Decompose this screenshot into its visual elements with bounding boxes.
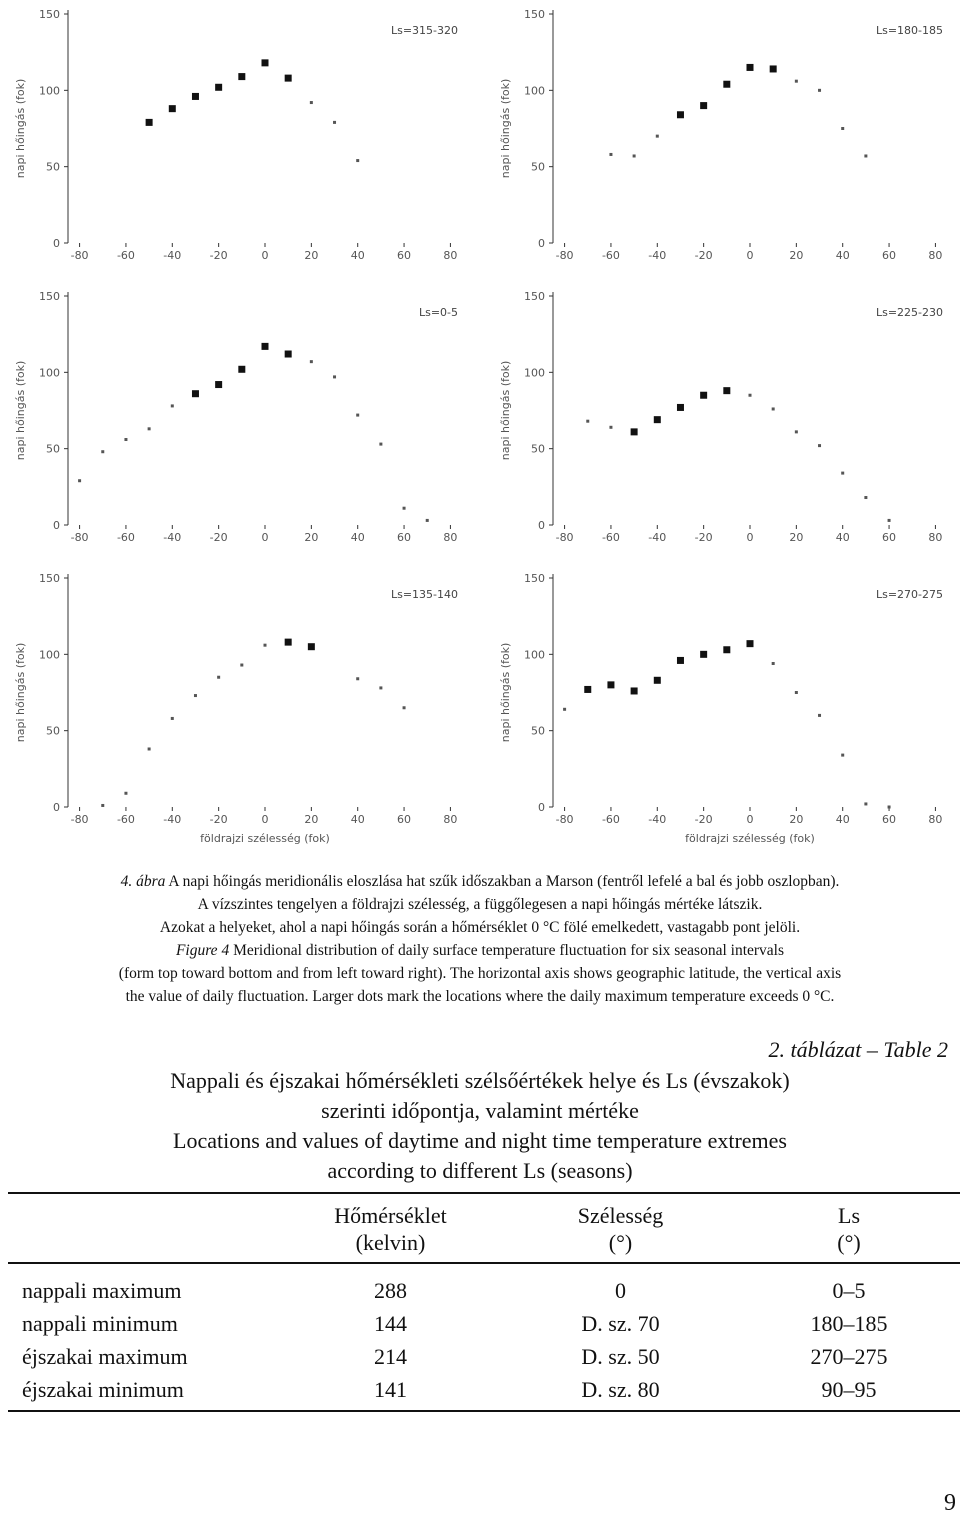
x-tick-label: 80 [443,813,458,826]
data-point-large [770,65,777,72]
header-ls-line2: (°) [837,1230,861,1255]
caption-hu-line3: Azokat a helyeket, ahol a napi hőingás során a hőmérséklet 0 °C fölé emelkedett, vastagabb pont jelöli. [159,919,801,936]
y-tick-label: 100 [524,366,545,380]
x-tick-label: -20 [694,531,713,544]
x-tick-label: -80 [70,249,89,262]
table-title [0,1066,960,1186]
y-axis-label: napi hőingás (fok) [14,360,27,461]
x-tick-label: 0 [261,813,269,826]
data-point-large [654,677,661,684]
scatter-svg [0,564,470,846]
y-tick-label: 100 [39,84,60,98]
data-point-small [864,154,867,157]
data-point-large [262,59,269,66]
y-tick-label: 100 [524,648,545,662]
x-tick-label: 20 [304,813,319,826]
data-point-large [215,381,222,388]
data-point-large [285,351,292,358]
x-tick-label: -60 [116,531,135,544]
data-point-large [677,111,684,118]
caption-en-label: Figure 4 [175,942,230,959]
data-point-large [677,404,684,411]
x-tick-label: 40 [350,249,365,262]
data-point-small [888,519,891,522]
scatter-plot-ls-180-185 [485,0,955,282]
x-tick-label: 40 [835,531,850,544]
table-title-en-1: Locations and values of daytime and night time temperature extremes [173,1128,787,1153]
y-tick-label: 150 [39,290,60,303]
y-tick-label: 50 [531,160,545,174]
data-point-small [379,443,382,446]
scatter-plot-ls-315-320 [0,0,470,282]
y-tick-label: 50 [46,442,60,456]
cell-latitude: D. sz. 50 [581,1344,660,1369]
x-tick-label: -60 [601,249,620,262]
data-point-small [356,414,359,417]
cell-latitude: 0 [615,1278,626,1303]
scatter-svg [0,0,470,282]
x-tick-label: -20 [694,249,713,262]
scatter-plot-ls-270-275 [485,564,955,846]
x-tick-label: 80 [443,249,458,262]
x-tick-label: 0 [261,249,269,262]
data-point-small [841,754,844,757]
data-point-small [78,479,81,482]
x-tick-label: 80 [928,813,943,826]
y-tick-label: 50 [531,442,545,456]
data-point-small [148,747,151,750]
x-tick-label: 40 [835,249,850,262]
y-tick-label: 150 [524,8,545,21]
page-number: 9 [944,1490,956,1516]
table-header-row [8,1193,960,1263]
data-point-small [795,691,798,694]
table-header-latitude [503,1193,738,1263]
data-point-large [238,366,245,373]
x-axis-label: földrajzi szélesség (fok) [200,832,330,845]
y-tick-label: 100 [524,84,545,98]
x-tick-label: 0 [746,249,754,262]
x-tick-label: 20 [789,813,804,826]
header-temperature-line1: Hőmérséklet [334,1203,447,1228]
y-tick-label: 50 [46,160,60,174]
x-tick-label: -40 [163,813,182,826]
cell-latitude: D. sz. 70 [581,1311,660,1336]
table-number: 2. táblázat – Table 2 [768,1037,948,1062]
table-header-ls [738,1193,960,1263]
x-axis-label: földrajzi szélesség (fok) [685,832,815,845]
data-point-large [308,643,315,650]
cell-temperature: 141 [278,1373,503,1411]
table-title-hu-2: szerinti időpontja, valamint mértéke [321,1098,639,1123]
y-tick-label: 150 [39,572,60,585]
data-point-large [700,102,707,109]
data-point-large [192,93,199,100]
scatter-svg [0,282,470,564]
data-point-small [264,644,267,647]
caption-en-line1: Meridional distribution of daily surface temperature fluctuation for six seasonal intervals [229,942,785,959]
y-tick-label: 0 [53,237,60,250]
ls-interval-label: Ls=315-320 [390,24,458,37]
data-point-large [723,387,730,394]
caption-en-line2: (form top toward bottom and from left toward right). The horizontal axis shows geographic latitude, the vertical axis [118,965,842,982]
data-point-large [285,75,292,82]
data-point-small [772,407,775,410]
data-point-large [584,686,591,693]
caption-hu-line1: A napi hőingás meridionális eloszlása hat szűk időszakban a Marson (fentről lefelé a bal és jobb oszlopban). [165,873,840,890]
table-row [8,1263,960,1307]
scatter-plot-ls-225-230 [485,282,955,564]
ls-interval-label: Ls=135-140 [390,588,458,601]
data-point-large [747,64,754,71]
data-point-small [633,154,636,157]
data-point-large [238,73,245,80]
y-tick-label: 50 [46,724,60,738]
data-point-small [333,375,336,378]
data-point-large [747,640,754,647]
data-point-small [818,714,821,717]
data-point-small [749,394,752,397]
y-tick-label: 0 [538,801,545,814]
x-tick-label: 60 [882,249,897,262]
x-tick-label: 20 [789,249,804,262]
y-axis-label: napi hőingás (fok) [499,360,512,461]
table-row [8,1340,960,1373]
y-tick-label: 0 [538,519,545,532]
y-tick-label: 150 [524,290,545,303]
y-tick-label: 0 [53,801,60,814]
data-point-small [310,360,313,363]
data-point-small [148,427,151,430]
data-point-small [101,804,104,807]
data-point-large [723,646,730,653]
x-tick-label: -60 [601,813,620,826]
x-tick-label: -20 [694,813,713,826]
x-tick-label: 20 [304,531,319,544]
y-tick-label: 50 [531,724,545,738]
x-tick-label: -80 [555,531,574,544]
cell-temperature: 144 [374,1311,407,1336]
data-point-small [818,444,821,447]
header-latitude-line2: (°) [608,1230,633,1255]
y-tick-label: 100 [39,366,60,380]
ls-interval-label: Ls=270-275 [875,588,943,601]
data-point-small [586,420,589,423]
x-tick-label: 0 [746,813,754,826]
x-tick-label: -60 [601,531,620,544]
data-point-small [356,677,359,680]
table-title-en-2: according to different Ls (seasons) [327,1158,633,1183]
data-point-small [171,404,174,407]
data-point-small [841,127,844,130]
data-point-small [888,806,891,809]
data-point-small [795,80,798,83]
figure-caption [20,870,940,1008]
x-tick-label: -40 [163,531,182,544]
x-tick-label: 60 [397,531,412,544]
data-point-small [864,496,867,499]
data-point-small [426,519,429,522]
data-point-small [101,450,104,453]
x-tick-label: 40 [350,531,365,544]
data-point-small [563,708,566,711]
scatter-plot-ls-0-5 [0,282,470,564]
scatter-svg [485,282,955,564]
temperature-extremes-table [8,1192,960,1412]
data-point-large [285,639,292,646]
scatter-plot-ls-135-140 [0,564,470,846]
data-point-small [864,802,867,805]
x-tick-label: -80 [555,813,574,826]
data-point-small [194,694,197,697]
y-axis-label: napi hőingás (fok) [14,78,27,179]
data-point-large [631,687,638,694]
data-point-small [171,717,174,720]
y-axis-label: napi hőingás (fok) [499,642,512,743]
data-point-large [192,390,199,397]
data-point-large [723,81,730,88]
x-tick-label: 80 [928,249,943,262]
data-point-large [700,392,707,399]
header-latitude-line1: Szélesség [577,1203,664,1228]
x-tick-label: 40 [350,813,365,826]
data-point-small [379,686,382,689]
y-tick-label: 150 [524,572,545,585]
x-tick-label: -20 [209,813,228,826]
data-point-large [146,119,153,126]
data-point-small [333,121,336,124]
data-point-large [677,657,684,664]
x-tick-label: -80 [70,531,89,544]
x-tick-label: 60 [882,531,897,544]
x-tick-label: 20 [304,249,319,262]
x-tick-label: 60 [397,813,412,826]
x-tick-label: 40 [835,813,850,826]
data-point-small [217,676,220,679]
x-tick-label: 80 [928,531,943,544]
header-temperature-line2: (kelvin) [355,1230,426,1255]
row-label: nappali minimum [22,1311,178,1336]
y-tick-label: 0 [53,519,60,532]
data-point-small [772,662,775,665]
ls-interval-label: Ls=225-230 [875,306,943,319]
data-point-large [215,84,222,91]
table-header-temperature [278,1193,503,1263]
data-point-large [654,416,661,423]
x-tick-label: -40 [648,249,667,262]
data-point-small [403,507,406,510]
scatter-svg [485,0,955,282]
data-point-small [124,438,127,441]
y-tick-label: 0 [538,237,545,250]
data-point-large [700,651,707,658]
table-row [8,1307,960,1340]
table-title-hu-1: Nappali és éjszakai hőmérsékleti szélsőértékek helye és Ls (évszakok) [170,1068,790,1093]
data-point-small [609,153,612,156]
cell-ls: 270–275 [810,1344,888,1369]
data-point-small [356,159,359,162]
x-tick-label: 80 [443,531,458,544]
row-label: éjszakai maximum [22,1344,188,1369]
x-tick-label: -20 [209,249,228,262]
x-tick-label: 20 [789,531,804,544]
x-tick-label: 0 [261,531,269,544]
caption-en-line3: the value of daily fluctuation. Larger dots mark the locations where the daily maximum temperature exceeds 0 °C. [125,988,835,1005]
data-point-small [609,426,612,429]
header-ls-line1: Ls [838,1203,860,1228]
row-label: éjszakai minimum [8,1373,278,1411]
x-tick-label: 0 [746,531,754,544]
x-tick-label: -20 [209,531,228,544]
x-tick-label: 60 [882,813,897,826]
cell-ls: 0–5 [832,1278,866,1303]
data-point-small [656,135,659,138]
x-tick-label: -40 [648,813,667,826]
ls-interval-label: Ls=0-5 [418,306,458,319]
cell-latitude: D. sz. 80 [503,1373,738,1411]
row-label: nappali maximum [22,1278,182,1303]
data-point-small [240,664,243,667]
caption-hu-label: 4. ábra [120,873,166,890]
scatter-svg [485,564,955,846]
data-point-large [262,343,269,350]
y-axis-label: napi hőingás (fok) [499,78,512,179]
x-tick-label: -60 [116,249,135,262]
x-tick-label: -40 [163,249,182,262]
cell-temperature: 214 [374,1344,407,1369]
cell-temperature: 288 [374,1278,407,1303]
x-tick-label: -40 [648,531,667,544]
cell-ls: 90–95 [738,1373,960,1411]
caption-hu-line2: A vízszintes tengelyen a földrajzi szélesség, a függőlegesen a napi hőingás mértéke látszik. [197,896,763,913]
data-point-small [818,89,821,92]
data-point-large [169,105,176,112]
table-header-empty [8,1193,278,1263]
data-point-small [124,792,127,795]
ls-interval-label: Ls=180-185 [875,24,943,37]
x-tick-label: -80 [555,249,574,262]
data-point-small [310,101,313,104]
x-tick-label: -60 [116,813,135,826]
y-axis-label: napi hőingás (fok) [14,642,27,743]
data-point-small [403,706,406,709]
x-tick-label: -80 [70,813,89,826]
x-tick-label: 60 [397,249,412,262]
data-point-large [631,428,638,435]
data-point-large [607,681,614,688]
y-tick-label: 100 [39,648,60,662]
y-tick-label: 150 [39,8,60,21]
cell-ls: 180–185 [810,1311,888,1336]
data-point-small [841,472,844,475]
table-row [8,1373,960,1411]
data-point-small [795,430,798,433]
